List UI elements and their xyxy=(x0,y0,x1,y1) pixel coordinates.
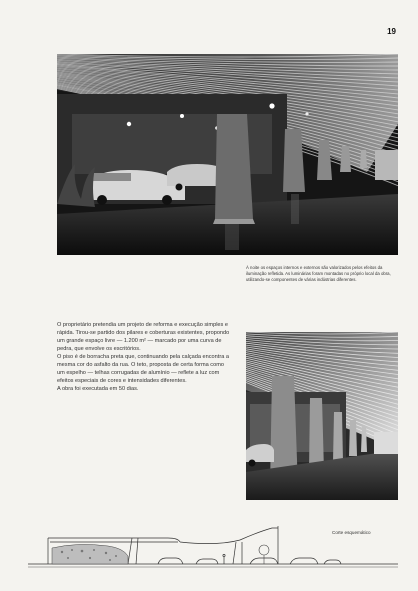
body-paragraph: O piso é de borracha preta que, continuando pela calçada encontra a mesma cor do asfalto da rua. O teto, proposta de certa forma como um espelho — telhas corrugadas de alumínio — reflete a luz com efeitos especiais de cores e intensidades diferentes. xyxy=(57,354,229,384)
showroom-night-photo xyxy=(57,54,398,255)
showroom-night-photo-art xyxy=(57,54,398,255)
body-paragraph: O proprietário pretendia um projeto de reforma e execução simples e rápida. Tirou-se partido dos pilares e coberturas existentes, propondo um grande espaço livre — 1.200 m² — marcado por uma curva de pedra, que envolve os escritórios. xyxy=(57,322,230,352)
schematic-section-art xyxy=(28,520,398,580)
drawing-label: Corte esquemático xyxy=(332,530,371,535)
schematic-section-drawing xyxy=(28,520,398,580)
showroom-day-photo-art xyxy=(246,332,398,500)
showroom-day-photo xyxy=(246,332,398,500)
article-body xyxy=(57,321,233,393)
body-paragraph: A obra foi executada em 50 dias. xyxy=(57,386,139,392)
photo-caption: À noite os espaços internos e externos são valorizados pelos efeitos da iluminação refletida. As luminárias foram montadas no próprio local da obra, utilizando-se componentes de várias indústrias diferentes. xyxy=(246,265,391,283)
page-number: 19 xyxy=(387,27,396,36)
